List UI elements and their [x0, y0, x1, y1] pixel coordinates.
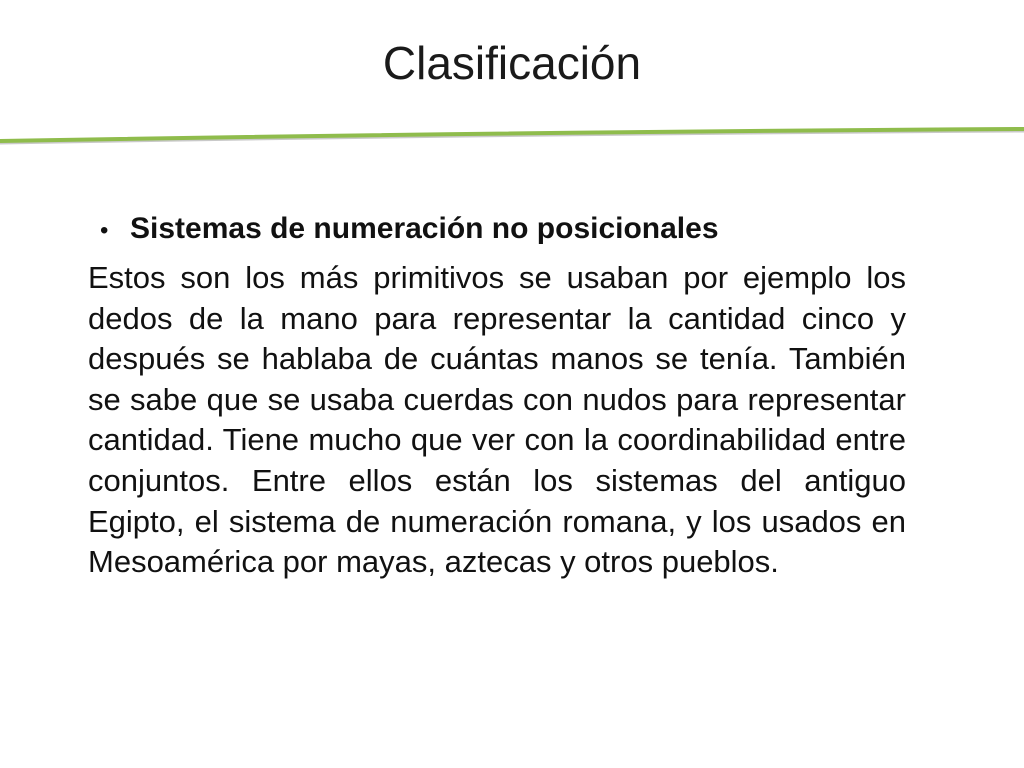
title-divider-line: [0, 126, 1024, 156]
bullet-dot-icon: •: [100, 217, 109, 244]
content-area: [88, 206, 906, 583]
bullet-heading: Sistemas de numeración no posicionales: [130, 212, 719, 245]
body-paragraph: Estos son los más primitivos se usaban por ejemplo los dedos de la mano para representar la cantidad cinco y después se hablaba de cuántas manos se tenía. También se sabe que se usaba cuerdas con nudos para representar cantidad. Tiene mucho que ver con la coordinabilidad entre conjuntos. Entre ellos están los sistemas del antiguo Egipto, el sistema de numeración romana, y los usados en Mesoamérica por mayas, aztecas y otros pueblos.: [88, 260, 906, 580]
bullet-item: [100, 206, 906, 252]
slide-title: Clasificación: [382, 37, 642, 89]
